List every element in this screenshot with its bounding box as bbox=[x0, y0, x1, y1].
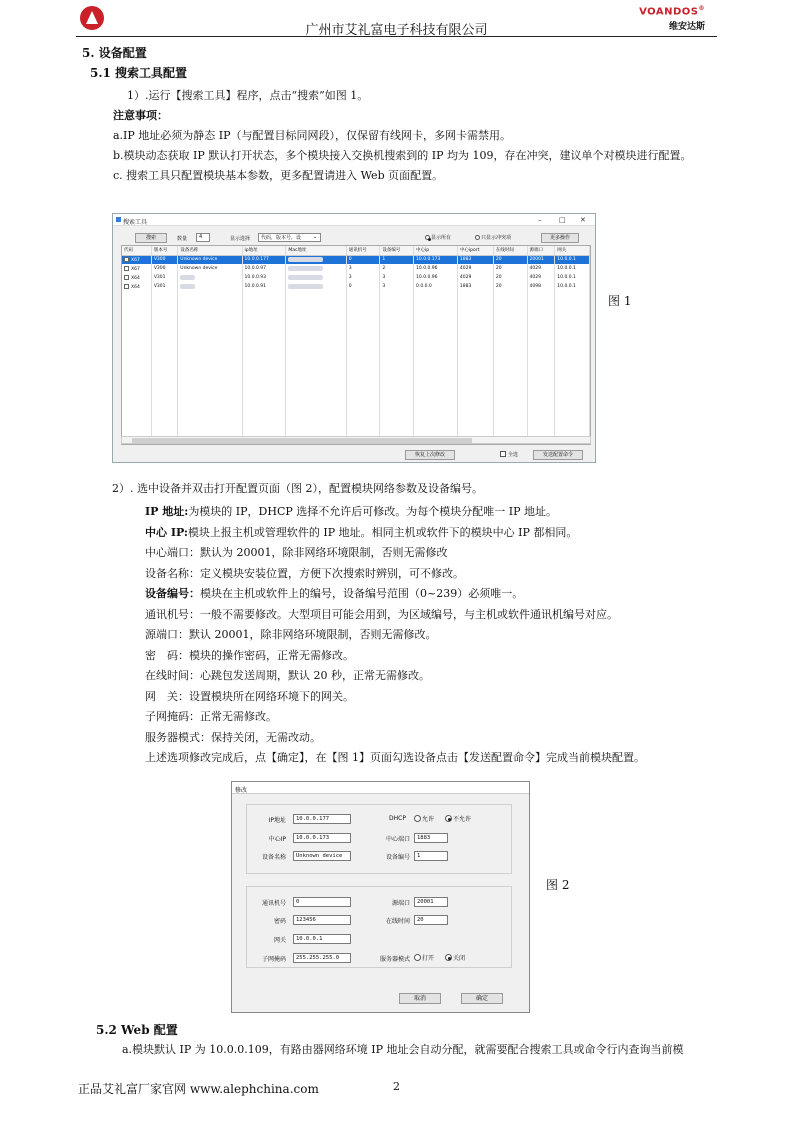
param-key: 服务器模式： bbox=[145, 730, 211, 744]
server-mode-label: 服务器模式 bbox=[379, 956, 410, 963]
page-number: 2 bbox=[393, 1080, 400, 1093]
table-cell: 20 bbox=[493, 264, 527, 273]
subnet-mask-field[interactable]: 255.255.255.0 bbox=[293, 953, 351, 963]
dhcp-allow-radio[interactable]: 允许 bbox=[414, 814, 434, 823]
chevron-down-icon: ⌄ bbox=[313, 234, 318, 240]
step-1-text: 1）.运行【搜索工具】程序，点击“搜索”如图 1。 bbox=[127, 89, 369, 102]
param-key: 网 关： bbox=[145, 689, 189, 703]
notes-title: 注意事项： bbox=[113, 109, 168, 122]
param-desc: 定义模块安装位置，方便下次搜索时辨别，可不修改。 bbox=[200, 566, 464, 580]
search-button[interactable]: 搜索 bbox=[135, 233, 167, 243]
table-row[interactable] bbox=[122, 282, 590, 291]
param-item bbox=[145, 708, 277, 724]
table-cell: 20001 bbox=[527, 255, 555, 264]
table-cell: 10.0.0.1 bbox=[555, 282, 590, 291]
comm-no-label: 通讯机号 bbox=[261, 900, 286, 907]
dhcp-label: DHCP bbox=[389, 815, 406, 822]
row-checkbox[interactable] bbox=[124, 257, 129, 262]
param-desc: 模块的操作密码，正常无需修改。 bbox=[189, 648, 354, 662]
param-item bbox=[145, 729, 321, 745]
more-actions-button[interactable]: 更多操作 bbox=[541, 233, 579, 243]
device-name-label: 设备名称 bbox=[261, 854, 286, 861]
display-select[interactable]: 代码，版本号，设 bbox=[258, 233, 321, 242]
center-ip-label: 中心IP bbox=[268, 836, 286, 843]
table-cell: 4029 bbox=[527, 273, 555, 282]
row-checkbox[interactable] bbox=[124, 266, 129, 271]
param-desc: 保持关闭，无需改动。 bbox=[211, 730, 321, 744]
count-value: 4 bbox=[196, 233, 210, 242]
restore-last-button[interactable]: 恢复上次修改 bbox=[405, 450, 455, 460]
table-cell bbox=[286, 255, 346, 264]
table-cell: 3 bbox=[380, 282, 414, 291]
param-key: IP 地址: bbox=[145, 505, 189, 518]
ip-label: IP地址 bbox=[268, 817, 286, 824]
count-label: 数量 bbox=[177, 236, 188, 242]
table-cell: V301 bbox=[151, 273, 177, 282]
table-cell: 4029 bbox=[457, 264, 493, 273]
password-label: 密码 bbox=[273, 918, 286, 925]
brand-en: VOANDOS bbox=[639, 6, 699, 18]
table-cell: 20 bbox=[493, 255, 527, 264]
header-divider bbox=[76, 36, 717, 37]
figure-1-caption: 图 1 bbox=[608, 294, 632, 308]
param-item bbox=[145, 626, 437, 642]
radio-show-all[interactable]: 显示所有 bbox=[425, 234, 451, 241]
table-cell: X67 bbox=[122, 255, 151, 264]
radio-show-conflict[interactable]: 只显示冲突项 bbox=[475, 234, 511, 241]
empty-row bbox=[122, 408, 590, 417]
edit-dialog-titlebar bbox=[232, 782, 529, 794]
empty-row bbox=[122, 291, 590, 300]
table-cell bbox=[286, 282, 346, 291]
table-cell: 0.0.0.0 bbox=[414, 282, 458, 291]
table-cell: X64 bbox=[122, 282, 151, 291]
table-cell: 10.0.0.1 bbox=[555, 255, 590, 264]
table-cell bbox=[178, 273, 242, 282]
column-header[interactable]: 设备编号 bbox=[380, 246, 414, 255]
param-desc: 心跳包发送周期，默认 20 秒，正常无需修改。 bbox=[200, 669, 430, 682]
table-cell: 10.0.0.96 bbox=[414, 264, 458, 273]
param-key: 密 码： bbox=[145, 648, 189, 662]
param-desc: 设置模块所在网络环境下的网关。 bbox=[189, 689, 354, 703]
maximize-icon[interactable]: □ bbox=[559, 216, 566, 224]
param-desc: 为模块的 IP，DHCP 选择不允许后可修改。为每个模块分配唯一 IP 地址。 bbox=[188, 505, 558, 518]
table-cell: 4029 bbox=[457, 273, 493, 282]
empty-row bbox=[122, 399, 590, 408]
table-cell: 10.0.0.91 bbox=[242, 282, 286, 291]
web-config-text-a: a.模块默认 IP 为 10.0.0.109，有路由器网络环境 IP 地址会自动分配，就需要配合搜索工具或命令行内查询当前模 bbox=[122, 1043, 684, 1056]
table-cell: 3 bbox=[346, 264, 380, 273]
param-desc: 模块在主机或软件上的编号，设备编号范围（0~239）必须唯一。 bbox=[200, 587, 524, 600]
column-header[interactable]: 中心ip bbox=[414, 246, 458, 255]
column-header[interactable]: 在线时间 bbox=[493, 246, 527, 255]
table-cell: 10.0.0.97 bbox=[242, 264, 286, 273]
table-row[interactable] bbox=[122, 273, 590, 282]
table-cell: 3 bbox=[380, 273, 414, 282]
empty-row bbox=[122, 345, 590, 354]
table-cell bbox=[286, 264, 346, 273]
param-desc: 模块上报主机或管理软件的 IP 地址。相同主机或软件下的模块中心 IP 都相同。 bbox=[187, 525, 578, 539]
horizontal-scrollbar[interactable] bbox=[121, 436, 591, 444]
param-key: 设备名称： bbox=[145, 566, 200, 580]
gateway-field[interactable]: 10.0.0.1 bbox=[293, 934, 351, 944]
table-cell: 10.0.0.96 bbox=[414, 273, 458, 282]
row-checkbox[interactable] bbox=[124, 275, 129, 280]
section-5-1-title: 5.1 搜索工具配置 bbox=[90, 66, 188, 80]
param-item bbox=[145, 585, 523, 601]
edit-dialog-title: 修改 bbox=[235, 787, 248, 794]
dhcp-deny-radio[interactable]: 不允许 bbox=[445, 814, 471, 823]
param-item bbox=[145, 688, 354, 704]
brand-cn: 维安达斯 bbox=[668, 22, 705, 33]
section-5-2-title: 5.2 Web 配置 bbox=[96, 1023, 178, 1037]
device-name-field[interactable]: Unknown device bbox=[293, 851, 351, 861]
param-key: 在线时间： bbox=[145, 669, 200, 682]
ip-field[interactable]: 10.0.0.177 bbox=[293, 814, 351, 824]
empty-row bbox=[122, 363, 590, 372]
table-cell: 0 bbox=[346, 255, 380, 264]
online-time-field[interactable]: 20 bbox=[414, 915, 448, 925]
after-params-text: 上述选项修改完成后，点【确定】，在【图 1】页面勾选设备点击【发送配置命令】完成当前模块配置。 bbox=[145, 751, 645, 764]
table-cell: 10.0.0.93 bbox=[242, 273, 286, 282]
table-cell: X64 bbox=[122, 273, 151, 282]
table-cell: 0 bbox=[346, 282, 380, 291]
search-tool-titlebar bbox=[113, 214, 595, 226]
select-all-checkbox[interactable]: 全选 bbox=[500, 451, 518, 458]
close-icon[interactable]: ✕ bbox=[580, 216, 586, 224]
password-field[interactable]: 123456 bbox=[293, 915, 351, 925]
column-header[interactable]: ip地址 bbox=[242, 246, 286, 255]
note-c: c. 搜索工具只配置模块基本参数，更多配置请进入 Web 页面配置。 bbox=[113, 169, 444, 182]
empty-row bbox=[122, 327, 590, 336]
footer-website: 正品艾礼富厂家官网 www.alephchina.com bbox=[78, 1082, 319, 1096]
brand-logo bbox=[639, 5, 705, 32]
column-header[interactable]: 通讯机号 bbox=[346, 246, 380, 255]
param-key: 设备编号： bbox=[145, 587, 200, 600]
center-port-label: 中心端口 bbox=[385, 836, 410, 843]
column-header[interactable]: 代码 bbox=[122, 246, 151, 255]
search-tool-title: 搜索工具 bbox=[123, 219, 148, 226]
subnet-mask-label: 子网掩码 bbox=[261, 956, 286, 963]
param-item bbox=[145, 503, 557, 519]
empty-row bbox=[122, 309, 590, 318]
online-time-label: 在线时间 bbox=[385, 918, 410, 925]
minimize-icon[interactable]: – bbox=[538, 216, 542, 224]
table-cell: 10.0.0.173 bbox=[414, 255, 458, 264]
figure-2-caption: 图 2 bbox=[546, 878, 570, 892]
center-port-field[interactable]: 1883 bbox=[414, 833, 448, 843]
gateway-label: 网关 bbox=[273, 937, 286, 944]
empty-row bbox=[122, 390, 590, 399]
param-key: 中心 IP: bbox=[145, 525, 188, 539]
brand-reg: ® bbox=[698, 5, 705, 12]
table-cell: Unknown device bbox=[178, 255, 242, 264]
table-cell: 1883 bbox=[457, 282, 493, 291]
table-cell: V300 bbox=[151, 264, 177, 273]
table-row[interactable] bbox=[122, 255, 590, 264]
param-item bbox=[145, 647, 354, 663]
page-header bbox=[0, 0, 793, 40]
table-cell: V300 bbox=[151, 255, 177, 264]
param-desc: 默认 20001，除非网络环境限制，否则无需修改。 bbox=[189, 628, 437, 641]
empty-row bbox=[122, 417, 590, 426]
column-header[interactable]: 源端口 bbox=[527, 246, 555, 255]
table-cell bbox=[286, 273, 346, 282]
row-checkbox[interactable] bbox=[124, 284, 129, 289]
param-item bbox=[145, 544, 448, 560]
table-cell: V301 bbox=[151, 282, 177, 291]
empty-row bbox=[122, 300, 590, 309]
src-port-field[interactable]: 20001 bbox=[414, 897, 448, 907]
table-cell bbox=[178, 282, 242, 291]
note-a: a.IP 地址必须为静态 IP（与配置目标同网段），仅保留有线网卡，多网卡需禁用。 bbox=[113, 129, 512, 142]
param-desc: 默认为 20001，除非网络环境限制，否则无需修改 bbox=[200, 546, 448, 559]
param-item bbox=[145, 667, 430, 683]
table-cell: 3 bbox=[346, 273, 380, 282]
note-b: b.模块动态获取 IP 默认打开状态，多个模块接入交换机搜索到的 IP 均为 109，存在冲突，建议单个对模块进行配置。 bbox=[113, 149, 692, 162]
table-header-row bbox=[122, 246, 590, 255]
table-cell: 10.0.0.1 bbox=[555, 273, 590, 282]
device-table bbox=[121, 245, 591, 445]
param-key: 通讯机号： bbox=[145, 607, 200, 621]
column-header[interactable]: Mac地址 bbox=[286, 246, 346, 255]
param-key: 中心端口： bbox=[145, 546, 200, 559]
device-no-field[interactable]: 1 bbox=[414, 851, 448, 861]
empty-row bbox=[122, 426, 590, 435]
table-row[interactable] bbox=[122, 264, 590, 273]
table-cell: Unknown device bbox=[178, 264, 242, 273]
table-cell: 2 bbox=[380, 264, 414, 273]
ok-button[interactable]: 确定 bbox=[461, 993, 503, 1004]
device-no-label: 设备编号 bbox=[385, 854, 410, 861]
param-desc: 一般不需要修改。大型项目可能会用到，为区域编号，与主机或软件通讯机编号对应。 bbox=[200, 607, 618, 621]
search-tool-window bbox=[112, 213, 596, 463]
empty-row bbox=[122, 381, 590, 390]
send-config-button[interactable]: 发送配置命令 bbox=[533, 450, 583, 460]
table-cell: 1 bbox=[380, 255, 414, 264]
empty-row bbox=[122, 318, 590, 327]
section-5-title: 5. 设备配置 bbox=[82, 46, 147, 60]
table-cell: 10.0.0.177 bbox=[242, 255, 286, 264]
param-item bbox=[145, 606, 618, 622]
param-item bbox=[145, 524, 577, 540]
header-company-name: 广州市艾礼富电子科技有限公司 bbox=[305, 23, 488, 38]
table-cell: X67 bbox=[122, 264, 151, 273]
comm-no-field[interactable]: 0 bbox=[293, 897, 351, 907]
empty-row bbox=[122, 336, 590, 345]
table-cell: 20 bbox=[493, 273, 527, 282]
table-cell: 10.0.0.1 bbox=[555, 264, 590, 273]
table-cell: 1883 bbox=[457, 255, 493, 264]
server-close-radio[interactable]: 关闭 bbox=[445, 953, 465, 962]
center-ip-field[interactable]: 10.0.0.173 bbox=[293, 833, 351, 843]
table-cell: 20 bbox=[493, 282, 527, 291]
edit-dialog bbox=[231, 781, 530, 1013]
column-header[interactable]: 设备名称 bbox=[178, 246, 242, 255]
display-select-label: 显示选择 bbox=[230, 236, 251, 242]
param-key: 源端口： bbox=[145, 628, 189, 641]
column-header[interactable]: 中心iport bbox=[457, 246, 493, 255]
table-cell: 4029 bbox=[527, 264, 555, 273]
param-desc: 正常无需修改。 bbox=[200, 710, 277, 723]
param-item bbox=[145, 565, 464, 581]
src-port-label: 源端口 bbox=[391, 900, 410, 907]
server-open-radio[interactable]: 打开 bbox=[414, 953, 434, 962]
param-key: 子网掩码： bbox=[145, 710, 200, 723]
column-header[interactable]: 版本号 bbox=[151, 246, 177, 255]
table-cell: 4098 bbox=[527, 282, 555, 291]
empty-row bbox=[122, 354, 590, 363]
app-icon bbox=[116, 217, 121, 222]
empty-row bbox=[122, 372, 590, 381]
step-2-text: 2）. 选中设备并双击打开配置页面（图 2），配置模块网络参数及设备编号。 bbox=[112, 482, 483, 495]
column-header[interactable]: 网关 bbox=[555, 246, 590, 255]
cancel-button[interactable]: 取消 bbox=[399, 993, 441, 1004]
